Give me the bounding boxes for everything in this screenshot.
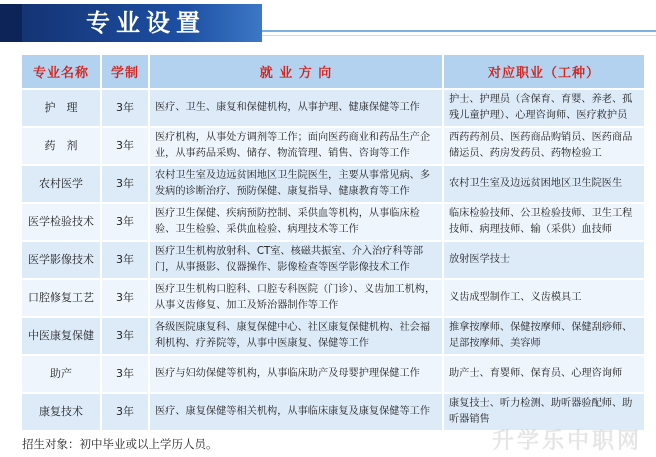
table-row <box>22 356 644 392</box>
header-direction: 就 业 方 向 <box>150 55 442 88</box>
program-duration: 3年 <box>102 204 148 240</box>
table-row <box>22 242 644 278</box>
header-name: 专业名称 <box>22 55 100 88</box>
program-name: 康复技术 <box>22 394 100 430</box>
program-name: 医学检验技术 <box>22 204 100 240</box>
program-career: 农村卫生室及边远贫困地区卫生院医生 <box>444 166 644 202</box>
watermark: 升学乐中职网 <box>491 429 642 454</box>
program-name: 助产 <box>22 356 100 392</box>
program-direction: 医疗与妇幼保健等机构，从事临床助产及母婴护理保健工作 <box>150 356 442 392</box>
table-row <box>22 128 644 164</box>
table-row <box>22 166 644 202</box>
banner-rule-thin <box>262 35 656 36</box>
program-career: 推拿按摩师、保健按摩师、保健刮痧师、足部按摩师、美容师 <box>444 318 644 354</box>
program-name: 医学影像技术 <box>22 242 100 278</box>
program-duration: 3年 <box>102 242 148 278</box>
program-name: 农村医学 <box>22 166 100 202</box>
program-direction: 医疗卫生机构放射科、CT室、核磁共振室、介入治疗科等部门，从事摄影、仪器操作、影像检查等医学影像技术工作 <box>150 242 442 278</box>
section-banner <box>0 0 656 46</box>
program-duration: 3年 <box>102 318 148 354</box>
table-row <box>22 204 644 240</box>
program-table-wrapper <box>20 53 644 429</box>
program-duration: 3年 <box>102 280 148 316</box>
header-duration: 学制 <box>102 55 148 88</box>
program-duration: 3年 <box>102 166 148 202</box>
program-direction: 医疗机构，从事处方调剂等工作；面向医药商业和药品生产企业，从事药品采购、储存、物流管理、销售、咨询等工作 <box>150 128 442 164</box>
program-direction: 医疗、康复保健等相关机构，从事临床康复及康复保健等工作 <box>150 394 442 430</box>
program-career: 康复技士、听力检测、助听器验配师、助听器销售 <box>444 394 644 430</box>
enrollment-note: 招生对象：初中毕业或以上学历人员。 <box>22 437 218 451</box>
program-duration: 3年 <box>102 90 148 126</box>
header-career: 对应职业（工种） <box>444 55 644 88</box>
table-row <box>22 90 644 126</box>
program-direction: 医疗卫生机构口腔科、口腔专科医院（门诊）、义齿加工机构，从事义齿修复、加工及矫治器制作等工作 <box>150 280 442 316</box>
program-career: 义齿成型制作工、义齿模具工 <box>444 280 644 316</box>
program-name: 药 剂 <box>22 128 100 164</box>
program-direction: 各级医院康复科、康复保健中心、社区康复保健机构、社会福利机构、疗养院等，从事中医康复、保健等工作 <box>150 318 442 354</box>
program-career: 西药药剂员、医药商品购销员、医药商品储运员、药房发药员、药物检验工 <box>444 128 644 164</box>
program-name: 中医康复保健 <box>22 318 100 354</box>
program-career: 放射医学技士 <box>444 242 644 278</box>
table-row <box>22 280 644 316</box>
program-direction: 医疗、卫生、康复和保健机构，从事护理、健康保健等工作 <box>150 90 442 126</box>
program-duration: 3年 <box>102 128 148 164</box>
table-header-row <box>22 55 644 88</box>
program-table <box>20 53 646 432</box>
banner-rule <box>262 30 656 32</box>
program-direction: 医疗卫生保健、疾病预防控制、采供血等机构，从事临床检验、卫生检验、采供血检验、病理技术等工作 <box>150 204 442 240</box>
program-career: 临床检验技师、公卫检验技师、卫生工程技师、病理技师、输（采供）血技师 <box>444 204 644 240</box>
program-career: 助产士、育婴师、保育员、心理咨询师 <box>444 356 644 392</box>
program-direction: 农村卫生室及边远贫困地区卫生院医生，主要从事常见病、多发病的诊断治疗、预防保健、康复指导、健康教育等工作 <box>150 166 442 202</box>
banner-tab-accent <box>0 4 22 42</box>
table-row <box>22 318 644 354</box>
program-name: 护 理 <box>22 90 100 126</box>
program-duration: 3年 <box>102 356 148 392</box>
program-name: 口腔修复工艺 <box>22 280 100 316</box>
program-duration: 3年 <box>102 394 148 430</box>
page-title: 专业设置 <box>86 9 206 37</box>
program-career: 护士、护理员（含保育、育婴、养老、孤残儿童护理）、心理咨询师、医疗救护员 <box>444 90 644 126</box>
